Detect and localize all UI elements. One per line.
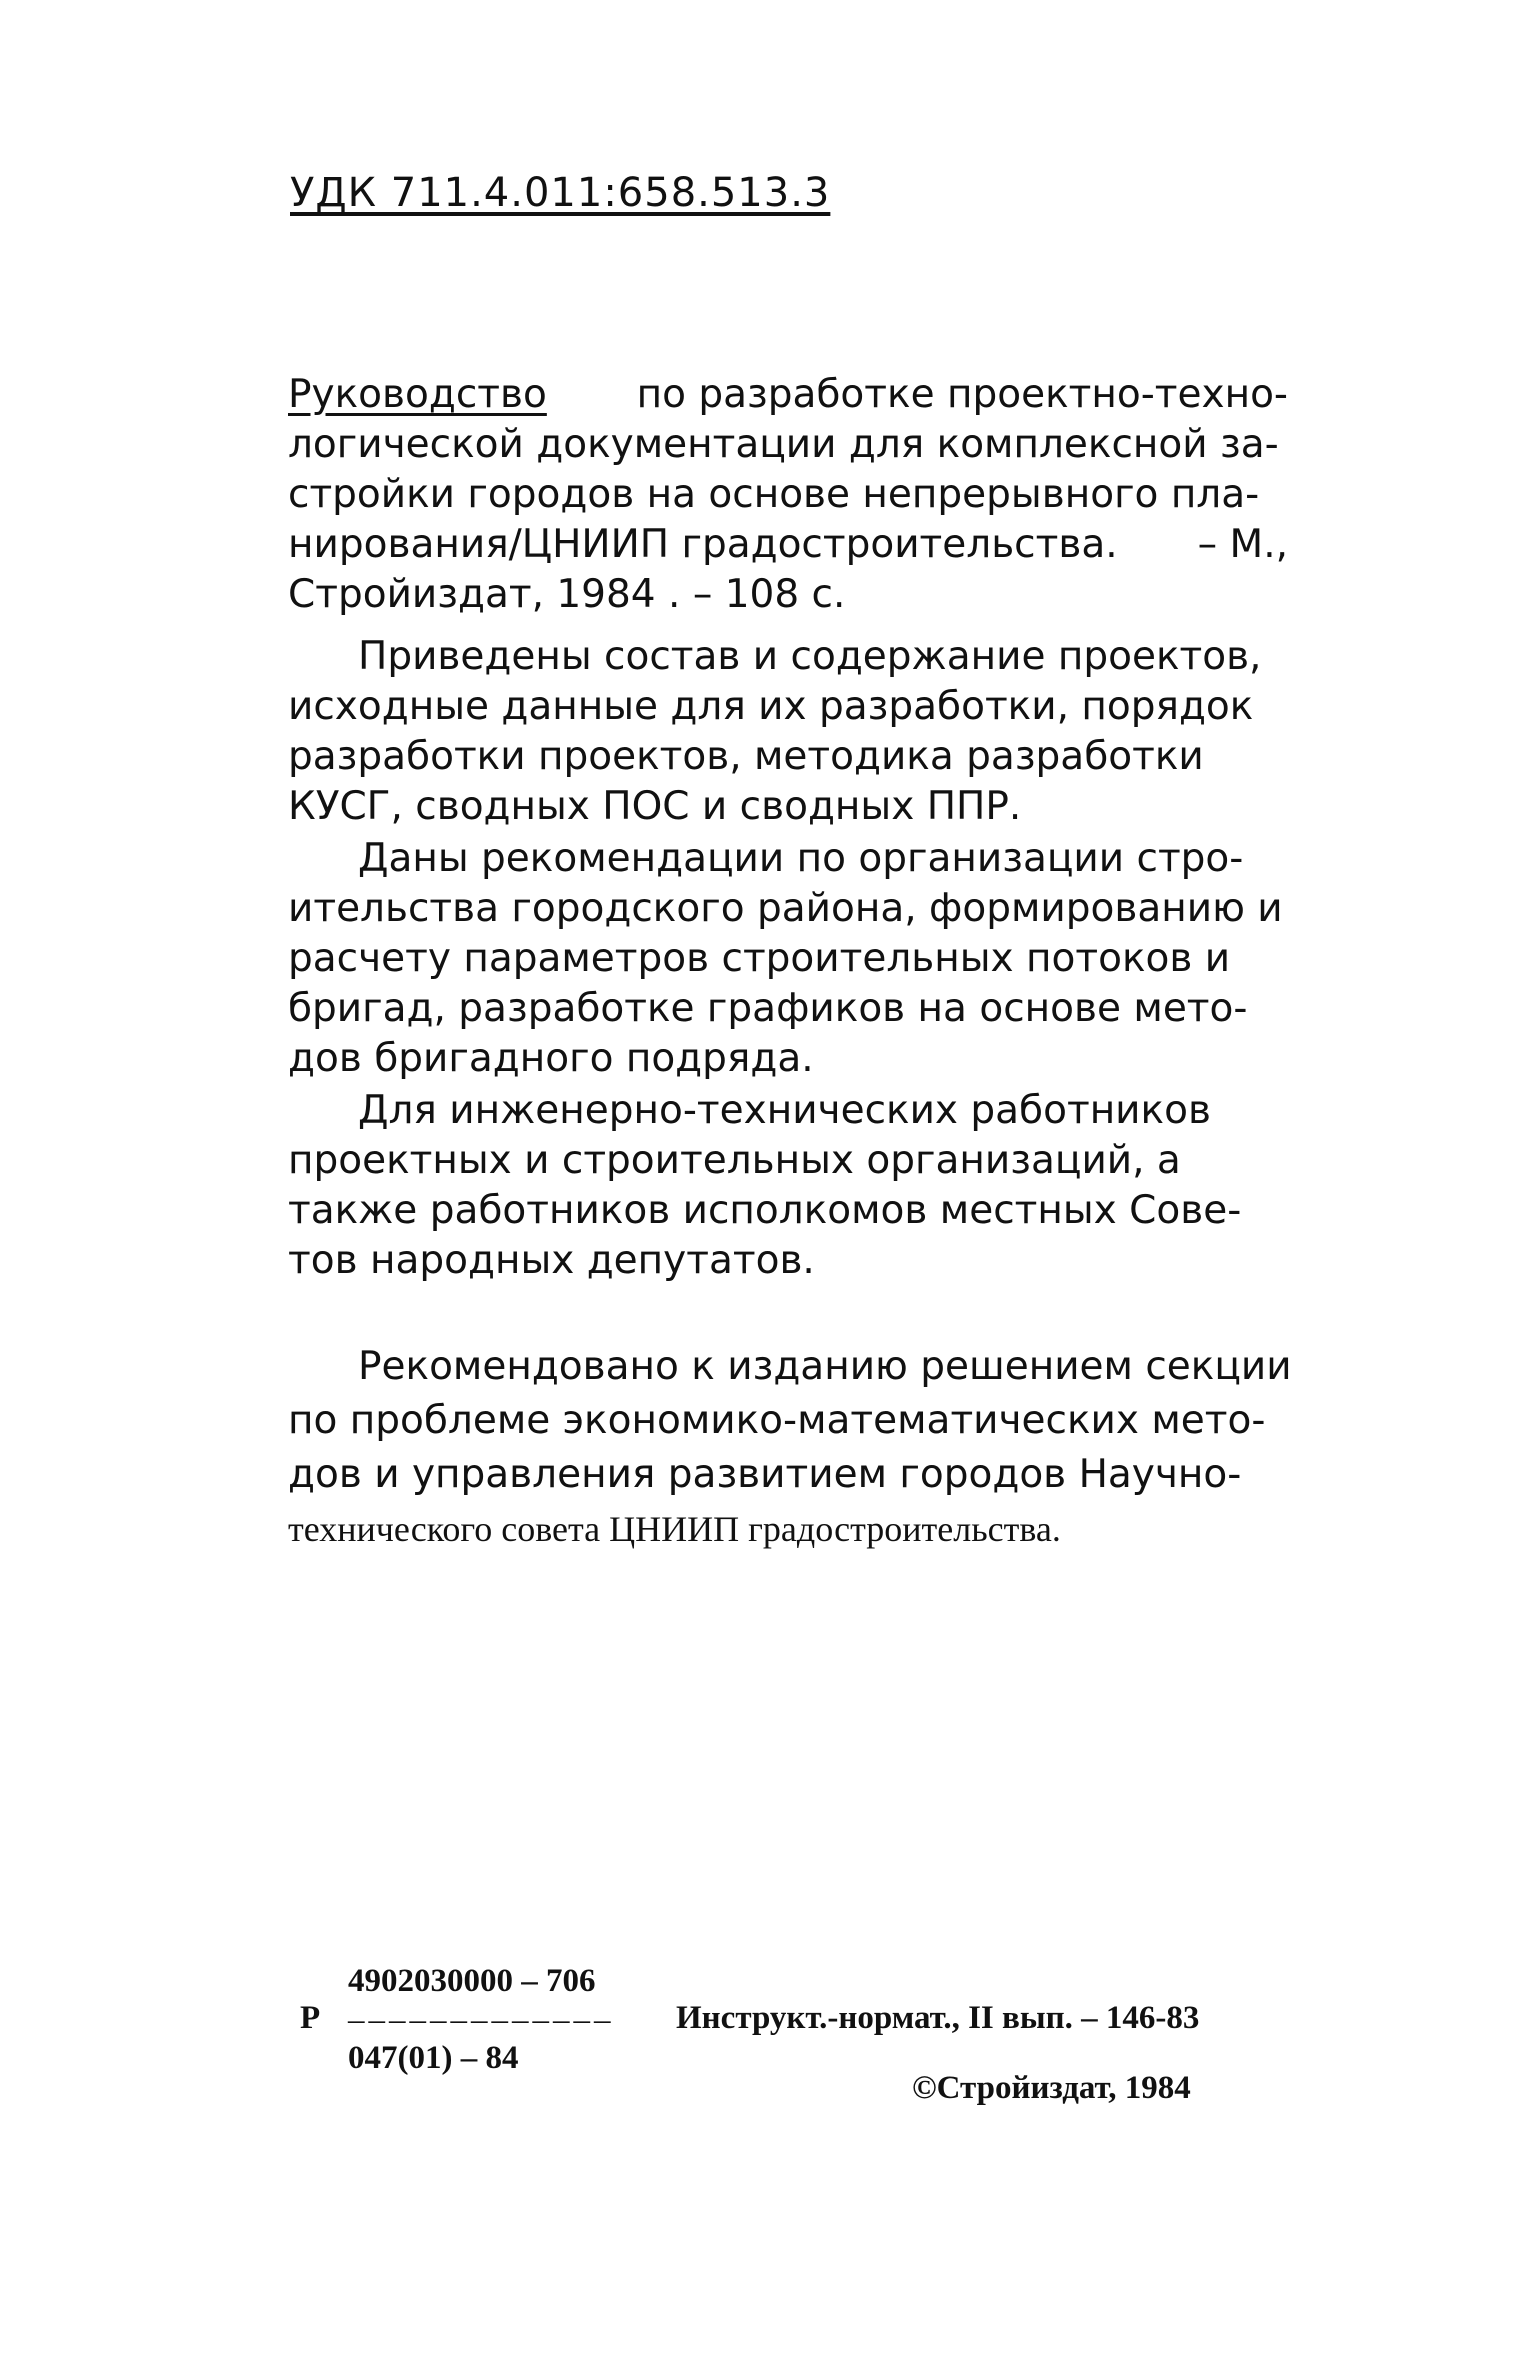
catalog-prefix: Р xyxy=(300,2000,321,2036)
abstract-line xyxy=(288,520,1288,570)
abstract-text: стройки городов на основе непрерывного пла- xyxy=(288,472,1260,517)
paragraph-line xyxy=(288,834,1288,884)
paragraph-line xyxy=(288,682,1288,732)
paragraph-line xyxy=(288,782,1288,832)
paragraph-line xyxy=(288,1186,1288,1236)
paragraph-line xyxy=(288,884,1288,934)
recommendation-line xyxy=(288,1340,1292,1394)
paragraph-line xyxy=(288,1236,1288,1286)
recommendation-line xyxy=(288,1502,1278,1556)
paragraph-line xyxy=(288,934,1288,984)
paragraph-text: Приведены состав и содержание проектов, xyxy=(358,634,1262,679)
paragraph-text: Даны рекомендации по организации стро- xyxy=(358,836,1244,881)
catalog-numerator: 4902030000 – 706 xyxy=(348,1963,596,1999)
abstract-line xyxy=(288,570,1288,620)
paragraph-line xyxy=(288,1086,1288,1136)
recommendation-block xyxy=(288,1340,1292,1556)
paragraph-text: тов народных депутатов. xyxy=(288,1238,815,1283)
paragraph-text: расчету параметров строительных потоков и xyxy=(288,936,1231,981)
abstract-text: логической документации для комплексной за- xyxy=(288,422,1279,467)
abstract-text: – М., xyxy=(1197,522,1288,567)
publication-info: Стройиздат, 1984 . – 108 с. xyxy=(288,572,846,617)
paragraph-text: разработки проектов, методика разработки xyxy=(288,734,1204,779)
paragraph-text: ительства городского района, формированию и xyxy=(288,886,1283,931)
paragraph-text: дов бригадного подряда. xyxy=(288,1036,814,1081)
catalog-divider: ––––––––––––– xyxy=(348,2002,615,2038)
paragraph-text: также работников исполкомов местных Сове- xyxy=(288,1188,1242,1233)
abstract-text: нирования/ЦНИИП градостроительства. xyxy=(288,522,1118,567)
series-info: Инструкт.-нормат., II вып. – 146-83 xyxy=(676,2000,1200,2036)
catalog-denominator: 047(01) – 84 xyxy=(348,2040,519,2076)
abstract-text: по разработке проектно-техно- xyxy=(636,372,1288,417)
paragraph-line xyxy=(288,1136,1288,1186)
recommendation-text: технического совета ЦНИИП градостроительства. xyxy=(288,1509,1061,1549)
book-title: Руководство xyxy=(288,372,547,417)
recommendation-line xyxy=(288,1394,1278,1448)
recommendation-line xyxy=(288,1448,1278,1502)
copyright: ©Стройиздат, 1984 xyxy=(912,2070,1191,2106)
recommendation-text: Рекомендовано к изданию решением секции xyxy=(358,1344,1292,1389)
paragraph-text: КУСГ, сводных ПОС и сводных ППР. xyxy=(288,784,1022,829)
recommendation-text: по проблеме экономико-математических мето- xyxy=(288,1398,1266,1443)
paragraph-line xyxy=(288,632,1288,682)
paragraph-text: проектных и строительных организаций, а xyxy=(288,1138,1181,1183)
paragraph-line xyxy=(288,984,1288,1034)
abstract-line xyxy=(288,370,1288,420)
paragraph-text: Для инженерно-технических работников xyxy=(358,1088,1211,1133)
abstract-block xyxy=(288,370,1288,1286)
paragraph-line xyxy=(288,1034,1288,1084)
abstract-line xyxy=(288,470,1288,520)
udk-code: УДК 711.4.011:658.513.3 xyxy=(290,170,831,216)
paragraph-text: исходные данные для их разработки, порядок xyxy=(288,684,1254,729)
paragraph-line xyxy=(288,732,1288,782)
paragraph-text: бригад, разработке графиков на основе мето- xyxy=(288,986,1248,1031)
abstract-line xyxy=(288,420,1288,470)
recommendation-text: дов и управления развитием городов Научно- xyxy=(288,1452,1242,1497)
